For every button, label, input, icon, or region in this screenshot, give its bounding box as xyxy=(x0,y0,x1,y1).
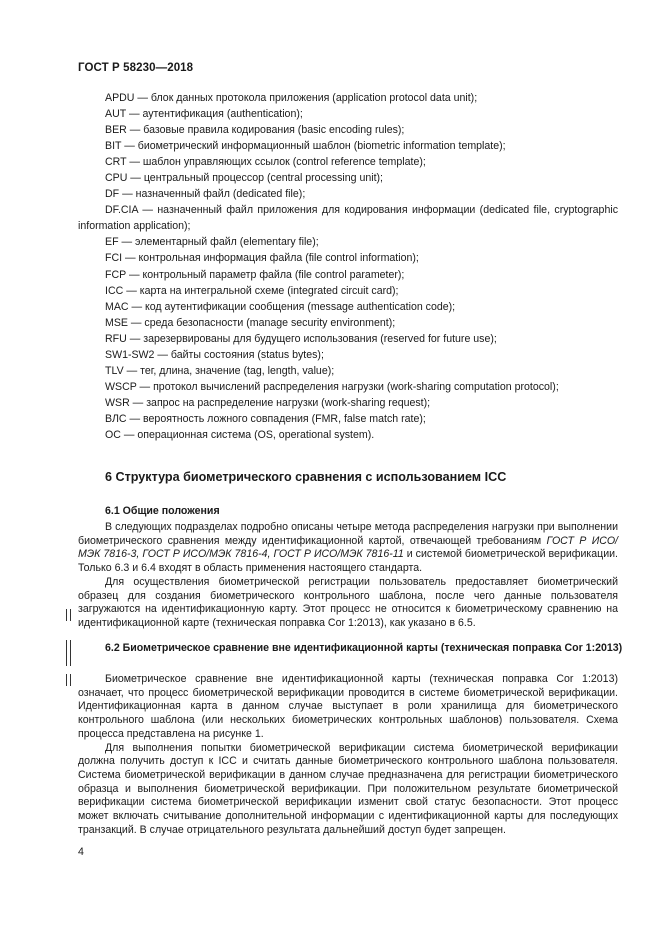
paragraph: Биометрическое сравнение вне идентификационной карты (техническая поправка Cor 1:2013) означает, что процесс биометрической верификации проводится в системе биометрической верификации. Идентификационная карта в данном случае выступает в роли хранилища для биометрического контрольного шаблона (или нескольких биометрических контрольных шаблонов) пользователя. Схема процесса представлена на рисунке 1. xyxy=(78,673,618,740)
abbreviation-item: MAC — код аутентификации сообщения (message authentication code); xyxy=(105,300,456,313)
section-6-title: 6 Структура биометрического сравнения с использованием ICC xyxy=(105,470,507,484)
paragraph: Для осуществления биометрической регистрации пользователь предоставляет биометрический образец для создания биометрического контрольного шаблона, после чего данные пользователя загружаются на идентификационную карту. Этот процесс не относится к биометрическому сравнению на идентификационной карте (техническая поправка Cor 1:2013), как указано в 6.5. xyxy=(78,575,618,629)
abbreviation-item: DF — назначенный файл (dedicated file); xyxy=(105,188,306,201)
paragraph xyxy=(78,521,618,576)
abbreviation-item: BER — базовые правила кодирования (basic encoding rules); xyxy=(105,124,405,137)
abbreviation-item: EF — элементарный файл (elementary file); xyxy=(105,236,319,249)
change-bar xyxy=(66,609,71,621)
paragraph-text: В следующих подразделах подробно описаны четыре метода распределения нагрузки при выполнении биометрического сравнения между идентификационной картой, отвечающей требованиям xyxy=(78,521,618,547)
abbreviation-list xyxy=(78,90,618,443)
abbreviation-item: RFU — зарезервированы для будущего использования (reserved for future use); xyxy=(105,332,497,345)
subsection-6-1-body xyxy=(78,521,618,631)
abbreviation-item: DF.CIA — назначенный файл приложения для кодирования информации (dedicated file, cryptographic information application); xyxy=(78,204,618,233)
document-header: ГОСТ Р 58230—2018 xyxy=(78,62,194,74)
abbreviation-item: TLV — тег, длина, значение (tag, length, value); xyxy=(105,364,335,377)
abbreviation-item: FCP — контрольный параметр файла (file control parameter); xyxy=(105,268,405,281)
subsection-6-2-body xyxy=(78,673,618,837)
abbreviation-item: ICC — карта на интегральной схеме (integrated circuit card); xyxy=(105,284,399,297)
abbreviation-item: CRT — шаблон управляющих ссылок (control reference template); xyxy=(105,156,426,169)
abbreviation-item: MSE — среда безопасности (manage security environment); xyxy=(105,316,396,329)
change-bar xyxy=(66,674,71,686)
abbreviation-item: APDU — блок данных протокола приложения (application protocol data unit); xyxy=(105,92,478,104)
subsection-6-1-title: 6.1 Общие положения xyxy=(105,505,220,517)
standard-references: ГОСТ Р ИСО/МЭК 7816-3, ГОСТ Р ИСО/МЭК 7816-4, ГОСТ Р ИСО/МЭК 7816-11 xyxy=(78,534,619,561)
abbreviation-item: AUT — аутентификация (authentication); xyxy=(105,108,303,121)
abbreviation-item: WSCP — протокол вычислений распределения нагрузки (work-sharing computation protocol); xyxy=(105,380,559,393)
abbreviation-item: FCI — контрольная информация файла (file control information); xyxy=(105,252,419,265)
abbreviation-item: ОС — операционная система (OS, operational system). xyxy=(105,428,375,441)
abbreviation-item: WSR — запрос на распределение нагрузки (work-sharing request); xyxy=(105,396,431,409)
page-number: 4 xyxy=(78,846,84,858)
paragraph-text: и системой биометрической верификации. Только 6.3 и 6.4 входят в область применения настоящего стандарта. xyxy=(78,548,618,575)
subsection-6-2-title: 6.2 Биометрическое сравнение вне идентификационной карты (техническая поправка Cor 1:2013) xyxy=(105,642,623,654)
abbreviation-item: SW1-SW2 — байты состояния (status bytes); xyxy=(105,348,324,361)
paragraph: Для выполнения попытки биометрической верификации система биометрической верификации должна получить доступ к ICC и считать данные биометрического контрольного шаблона пользователя. Система биометрической верификации в данном случае предназначена для регистрации биометрического образца и выполнения биометрической верификации. При положительном результате биометрической верификации система биометрической верификации изменит свой статус безопасности. Этот процесс может включать считывание дополнительной информации с идентификационной карты для последующих транзакций. В случае отрицательного результата дальнейший доступ будет запрещен. xyxy=(78,741,618,836)
abbreviation-item: BIT — биометрический информационный шаблон (biometric information template); xyxy=(105,140,506,153)
abbreviation-item: ВЛС — вероятность ложного совпадения (FMR, false match rate); xyxy=(105,412,426,425)
abbreviation-item: CPU — центральный процессор (central processing unit); xyxy=(105,172,383,185)
change-bar xyxy=(66,640,71,666)
